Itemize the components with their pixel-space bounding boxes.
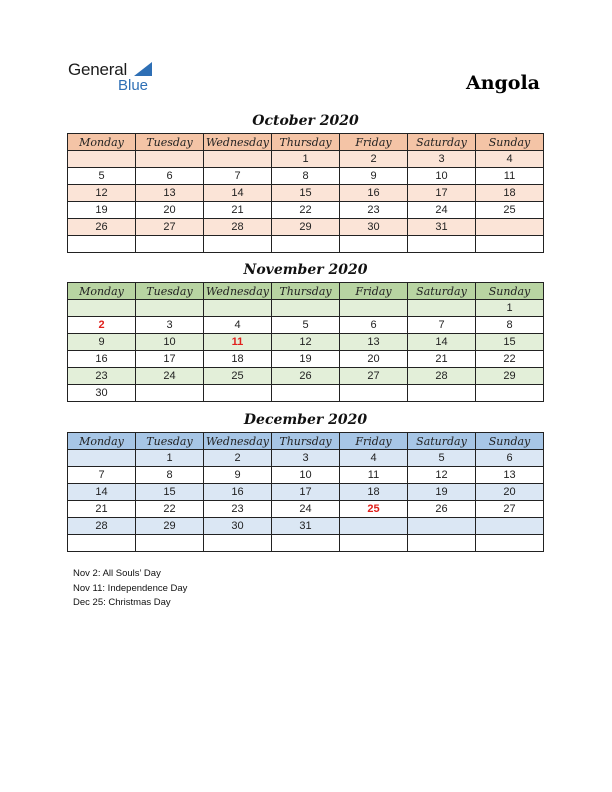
calendar-day-cell: 8	[476, 317, 544, 334]
calendar-day-cell: 17	[408, 185, 476, 202]
calendar-day-cell	[408, 518, 476, 535]
calendar-day-cell: 27	[136, 219, 204, 236]
calendar-day-cell: 18	[204, 351, 272, 368]
calendar-day-cell: 23	[68, 368, 136, 385]
weekday-header: Tuesday	[136, 433, 204, 450]
calendar-day-cell	[476, 518, 544, 535]
calendar-day-cell: 26	[408, 501, 476, 518]
calendar-week-row	[68, 168, 544, 185]
weekday-header: Friday	[340, 433, 408, 450]
calendar-day-cell: 26	[272, 368, 340, 385]
calendar-day-cell	[204, 300, 272, 317]
calendar-day-cell: 20	[340, 351, 408, 368]
weekday-header: Monday	[68, 433, 136, 450]
calendar-day-cell: 20	[476, 484, 544, 501]
calendar-day-cell: 12	[68, 185, 136, 202]
calendar-day-cell: 19	[272, 351, 340, 368]
weekday-header: Thursday	[272, 283, 340, 300]
calendar-day-cell: 14	[408, 334, 476, 351]
calendar-day-cell: 5	[272, 317, 340, 334]
calendar-week-row	[68, 202, 544, 219]
weekday-header: Tuesday	[136, 134, 204, 151]
calendar-day-cell: 4	[340, 450, 408, 467]
calendar-day-cell: 14	[68, 484, 136, 501]
holiday-list	[73, 567, 187, 611]
weekday-header: Saturday	[408, 283, 476, 300]
calendar-day-cell	[136, 300, 204, 317]
calendar-day-cell: 17	[272, 484, 340, 501]
calendar-day-cell: 19	[408, 484, 476, 501]
calendar-day-cell: 24	[272, 501, 340, 518]
calendar-day-cell: 3	[136, 317, 204, 334]
calendar-day-cell	[340, 385, 408, 402]
calendar-week-row	[68, 385, 544, 402]
logo-flag-icon	[134, 62, 152, 76]
calendar-week-row	[68, 501, 544, 518]
calendar-day-cell	[136, 151, 204, 168]
calendar-day-cell: 6	[136, 168, 204, 185]
calendar-day-cell	[340, 518, 408, 535]
calendar-day-cell	[204, 151, 272, 168]
calendar-day-cell: 5	[68, 168, 136, 185]
calendar-week-row	[68, 236, 544, 253]
calendar-day-cell: 27	[340, 368, 408, 385]
calendar-day-cell: 22	[136, 501, 204, 518]
weekday-header: Sunday	[476, 433, 544, 450]
calendar-day-cell	[204, 385, 272, 402]
calendar-day-cell: 7	[68, 467, 136, 484]
calendar-day-cell: 26	[68, 219, 136, 236]
calendar-day-cell: 9	[340, 168, 408, 185]
calendar-day-cell: 9	[204, 467, 272, 484]
calendar-day-cell: 28	[204, 219, 272, 236]
calendar-day-cell	[408, 535, 476, 552]
calendar-day-cell: 30	[68, 385, 136, 402]
calendar-day-cell: 3	[272, 450, 340, 467]
calendar-day-cell: 29	[272, 219, 340, 236]
calendar-week-row	[68, 334, 544, 351]
calendar-day-cell: 31	[408, 219, 476, 236]
calendar-day-cell	[408, 300, 476, 317]
calendar-day-cell	[476, 219, 544, 236]
calendar-day-cell: 10	[272, 467, 340, 484]
calendar-november	[67, 282, 544, 402]
calendar-day-cell	[68, 151, 136, 168]
weekday-header: Sunday	[476, 283, 544, 300]
calendar-day-cell	[272, 535, 340, 552]
calendar-day-cell: 28	[68, 518, 136, 535]
calendar-day-cell: 12	[272, 334, 340, 351]
calendar-week-row	[68, 317, 544, 334]
calendar-day-cell: 23	[340, 202, 408, 219]
calendar-day-cell: 4	[204, 317, 272, 334]
calendar-day-cell	[68, 236, 136, 253]
calendar-day-cell	[136, 385, 204, 402]
calendar-day-cell: 6	[476, 450, 544, 467]
calendar-day-cell: 30	[204, 518, 272, 535]
calendar-day-cell: 20	[136, 202, 204, 219]
calendar-day-cell: 5	[408, 450, 476, 467]
calendar-day-cell	[340, 535, 408, 552]
calendar-day-cell: 18	[340, 484, 408, 501]
weekday-header: Wednesday	[204, 283, 272, 300]
country-title: Angola	[465, 72, 540, 94]
calendar-day-cell	[68, 450, 136, 467]
weekday-header: Monday	[68, 283, 136, 300]
calendar-day-cell: 18	[476, 185, 544, 202]
calendar-day-cell	[272, 236, 340, 253]
calendar-day-cell: 11	[476, 168, 544, 185]
month-title-november: November 2020	[243, 262, 368, 278]
calendar-day-cell	[476, 385, 544, 402]
calendar-week-row	[68, 450, 544, 467]
calendar-week-row	[68, 151, 544, 168]
calendar-week-row	[68, 467, 544, 484]
calendar-day-cell: 24	[136, 368, 204, 385]
calendar-week-row	[68, 219, 544, 236]
calendar-day-cell: 14	[204, 185, 272, 202]
calendar-october	[67, 133, 544, 253]
calendar-week-row	[68, 185, 544, 202]
calendar-day-cell	[476, 236, 544, 253]
weekday-header: Wednesday	[204, 433, 272, 450]
calendar-day-cell: 25	[340, 501, 408, 518]
calendar-day-cell	[204, 535, 272, 552]
calendar-day-cell: 1	[272, 151, 340, 168]
calendar-day-cell: 11	[340, 467, 408, 484]
weekday-header: Friday	[340, 283, 408, 300]
weekday-header: Thursday	[272, 134, 340, 151]
calendar-day-cell: 8	[136, 467, 204, 484]
weekday-header: Saturday	[408, 134, 476, 151]
weekday-header: Wednesday	[204, 134, 272, 151]
calendar-day-cell: 16	[204, 484, 272, 501]
logo-text-blue: Blue	[118, 77, 149, 94]
calendar-week-row	[68, 368, 544, 385]
calendar-day-cell: 13	[136, 185, 204, 202]
calendar-day-cell: 12	[408, 467, 476, 484]
calendar-day-cell: 11	[204, 334, 272, 351]
calendar-day-cell	[340, 236, 408, 253]
calendar-day-cell	[136, 236, 204, 253]
calendar-day-cell: 7	[204, 168, 272, 185]
calendar-week-row	[68, 518, 544, 535]
calendar-day-cell: 9	[68, 334, 136, 351]
calendar-day-cell: 27	[476, 501, 544, 518]
weekday-header: Thursday	[272, 433, 340, 450]
calendar-day-cell: 28	[408, 368, 476, 385]
calendar-day-cell	[136, 535, 204, 552]
calendar-day-cell	[340, 300, 408, 317]
month-title-december: December 2020	[243, 412, 368, 428]
calendar-day-cell: 22	[272, 202, 340, 219]
calendar-day-cell: 8	[272, 168, 340, 185]
weekday-header: Friday	[340, 134, 408, 151]
calendar-day-cell: 10	[136, 334, 204, 351]
calendar-day-cell: 1	[136, 450, 204, 467]
calendar-day-cell: 30	[340, 219, 408, 236]
calendar-day-cell: 21	[204, 202, 272, 219]
generalblue-logo	[68, 60, 168, 96]
calendar-day-cell	[476, 535, 544, 552]
calendar-day-cell: 23	[204, 501, 272, 518]
calendar-day-cell: 16	[340, 185, 408, 202]
calendar-day-cell: 29	[136, 518, 204, 535]
calendar-day-cell: 10	[408, 168, 476, 185]
month-title-october: October 2020	[252, 113, 359, 129]
calendar-day-cell: 2	[68, 317, 136, 334]
weekday-header: Saturday	[408, 433, 476, 450]
calendar-week-row	[68, 535, 544, 552]
calendar-day-cell	[272, 385, 340, 402]
calendar-day-cell: 19	[68, 202, 136, 219]
calendar-day-cell: 6	[340, 317, 408, 334]
calendar-week-row	[68, 300, 544, 317]
calendar-day-cell: 29	[476, 368, 544, 385]
calendar-day-cell: 16	[68, 351, 136, 368]
calendar-day-cell: 17	[136, 351, 204, 368]
calendar-day-cell: 15	[476, 334, 544, 351]
calendar-day-cell: 24	[408, 202, 476, 219]
calendar-day-cell: 3	[408, 151, 476, 168]
calendar-day-cell: 4	[476, 151, 544, 168]
calendar-week-row	[68, 484, 544, 501]
calendar-day-cell: 13	[340, 334, 408, 351]
calendar-day-cell: 31	[272, 518, 340, 535]
calendar-day-cell: 7	[408, 317, 476, 334]
calendar-week-row	[68, 351, 544, 368]
calendar-day-cell: 15	[272, 185, 340, 202]
calendar-day-cell	[272, 300, 340, 317]
calendar-day-cell: 2	[340, 151, 408, 168]
holiday-item: Nov 11: Independence Day	[73, 582, 188, 594]
calendar-december	[67, 432, 544, 552]
calendar-day-cell: 2	[204, 450, 272, 467]
calendar-day-cell	[408, 236, 476, 253]
calendar-day-cell: 21	[408, 351, 476, 368]
weekday-header: Tuesday	[136, 283, 204, 300]
holiday-item: Nov 2: All Souls’ Day	[73, 568, 161, 579]
calendar-day-cell: 13	[476, 467, 544, 484]
calendar-day-cell: 22	[476, 351, 544, 368]
weekday-header: Sunday	[476, 134, 544, 151]
logo-text-general: General	[68, 60, 128, 79]
calendar-day-cell	[204, 236, 272, 253]
calendar-day-cell: 1	[476, 300, 544, 317]
calendar-day-cell: 21	[68, 501, 136, 518]
calendar-day-cell	[68, 300, 136, 317]
calendar-day-cell: 25	[204, 368, 272, 385]
calendar-day-cell	[68, 535, 136, 552]
weekday-header: Monday	[68, 134, 136, 151]
holiday-item: Dec 25: Christmas Day	[73, 597, 171, 608]
calendar-day-cell	[408, 385, 476, 402]
calendar-day-cell: 15	[136, 484, 204, 501]
calendar-day-cell: 25	[476, 202, 544, 219]
